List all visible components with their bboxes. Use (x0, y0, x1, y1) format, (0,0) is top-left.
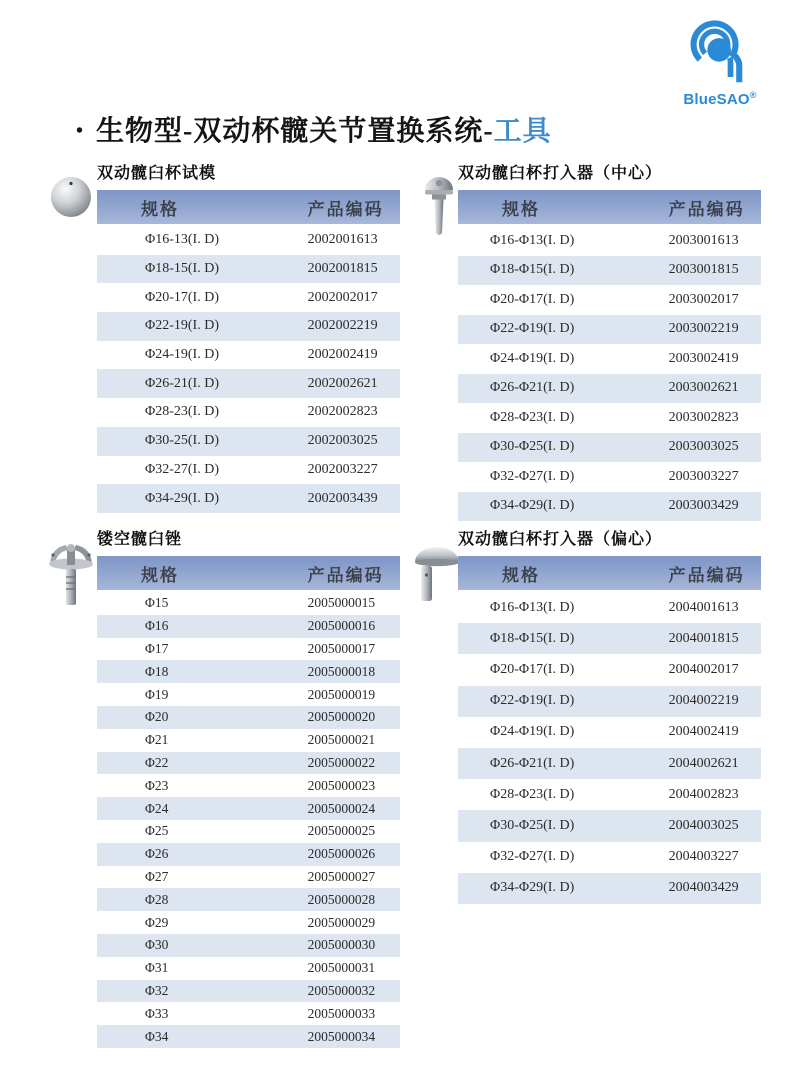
spec-cell: Φ20-Φ17(I. D) (490, 291, 575, 307)
table-row (97, 615, 400, 638)
code-cell: 2005000030 (307, 937, 376, 953)
code-cell: 2005000015 (307, 595, 376, 611)
spec-cell: Φ30-25(I. D) (145, 433, 219, 449)
table-header (458, 190, 761, 225)
code-cell: 2004002823 (668, 786, 739, 802)
column-header-code: 产品编码 (667, 190, 761, 225)
spec-cell: Φ18-15(I. D) (145, 261, 219, 277)
code-cell: 2005000024 (307, 800, 376, 816)
code-cell: 2005000018 (307, 663, 376, 679)
spec-cell: Φ33 (145, 1005, 169, 1021)
table-row (97, 638, 400, 661)
spec-cell: Φ26-Φ21(I. D) (490, 380, 575, 396)
spec-cell: Φ17 (145, 640, 169, 656)
table-row (458, 492, 761, 522)
code-cell: 2003001815 (668, 262, 739, 278)
spec-cell: Φ24-Φ19(I. D) (490, 724, 575, 740)
spec-cell: Φ19 (145, 686, 169, 702)
code-cell: 2005000019 (307, 686, 376, 702)
code-cell: 2004002219 (668, 693, 739, 709)
code-cell: 2005000028 (307, 891, 376, 907)
table-row (458, 374, 761, 404)
code-cell: 2003003025 (668, 439, 739, 455)
table-row (97, 312, 400, 341)
spec-cell: Φ26-Φ21(I. D) (490, 755, 575, 771)
table-hollow-reamer (97, 556, 400, 1048)
table-row (458, 344, 761, 374)
bluesao-logo (674, 14, 766, 107)
table-title-impactor-offset: 双动髋臼杯打入器（偏心） (458, 531, 663, 548)
table-row (97, 957, 400, 980)
column-header-spec: 规格 (458, 190, 667, 225)
table-body (458, 591, 761, 904)
code-cell: 2003003227 (668, 468, 739, 484)
column-header-code: 产品编码 (306, 556, 400, 591)
table-row (458, 256, 761, 286)
table-row (458, 315, 761, 345)
table-row (458, 403, 761, 433)
spec-cell: Φ20 (145, 709, 169, 725)
spec-cell: Φ27 (145, 868, 169, 884)
spec-cell: Φ23 (145, 777, 169, 793)
spec-cell: Φ30-Φ25(I. D) (490, 817, 575, 833)
table-row (97, 427, 400, 456)
code-cell: 2002001613 (307, 232, 378, 248)
table-header (97, 556, 400, 591)
table-row (97, 866, 400, 889)
code-cell: 2005000027 (307, 868, 376, 884)
spec-cell: Φ20-Φ17(I. D) (490, 661, 575, 677)
spec-cell: Φ28-23(I. D) (145, 404, 219, 420)
table-header (458, 556, 761, 591)
spec-cell: Φ16-13(I. D) (145, 232, 219, 248)
table-row (97, 456, 400, 485)
title-main: 生物型-双动杯髋关节置换系统- (96, 115, 494, 147)
code-cell: 2004002621 (668, 755, 739, 771)
code-cell: 2003002419 (668, 350, 739, 366)
table-row (458, 462, 761, 492)
code-cell: 2005000029 (307, 914, 376, 930)
spec-cell: Φ34-29(I. D) (145, 490, 219, 506)
table-body (97, 225, 400, 513)
spec-cell: Φ26 (145, 846, 169, 862)
logo-text (674, 91, 766, 107)
sphere-trial-icon (50, 176, 92, 218)
code-cell: 2004002017 (668, 661, 739, 677)
table-row (458, 717, 761, 748)
code-cell: 2003002017 (668, 291, 739, 307)
section-hollow-reamer (97, 526, 400, 1048)
column-header-code: 产品编码 (306, 190, 400, 225)
table-cup-trial (97, 190, 400, 513)
code-cell: 2003003429 (668, 498, 739, 514)
code-cell: 2004001613 (668, 599, 739, 615)
code-cell: 2002002621 (307, 375, 378, 391)
table-row (97, 706, 400, 729)
code-cell: 2005000031 (307, 960, 376, 976)
spec-cell: Φ32-Φ27(I. D) (490, 468, 575, 484)
spec-cell: Φ18 (145, 663, 169, 679)
spec-cell: Φ32-Φ27(I. D) (490, 849, 575, 865)
spec-cell: Φ20-17(I. D) (145, 289, 219, 305)
code-cell: 2002003439 (307, 490, 378, 506)
title-bullet: • (76, 119, 85, 142)
spec-cell: Φ21 (145, 732, 169, 748)
table-row (97, 820, 400, 843)
code-cell: 2002002823 (307, 404, 378, 420)
spec-cell: Φ16-Φ13(I. D) (490, 599, 575, 615)
spec-cell: Φ30 (145, 937, 169, 953)
spec-cell: Φ26-21(I. D) (145, 375, 219, 391)
hip-joint-logo-icon (687, 14, 753, 84)
table-impactor-center (458, 190, 761, 521)
spec-cell: Φ31 (145, 960, 169, 976)
spec-cell: Φ22-Φ19(I. D) (490, 693, 575, 709)
code-cell: 2003001613 (668, 232, 739, 248)
title-accent: 工具 (493, 115, 552, 147)
code-cell: 2005000016 (307, 618, 376, 634)
table-row (97, 660, 400, 683)
table-row (97, 980, 400, 1003)
column-header-spec: 规格 (458, 556, 667, 591)
impactor-center-icon (421, 175, 457, 241)
spec-cell: Φ24 (145, 800, 169, 816)
table-row (458, 623, 761, 654)
code-cell: 2002003227 (307, 461, 378, 477)
spec-cell: Φ25 (145, 823, 169, 839)
code-cell: 2005000025 (307, 823, 376, 839)
product-image-impactor-center (421, 175, 457, 246)
table-row (458, 285, 761, 315)
code-cell: 2004002419 (668, 724, 739, 740)
section-cup-trial (97, 160, 400, 513)
table-row (458, 591, 761, 623)
spec-cell: Φ28-Φ23(I. D) (490, 409, 575, 425)
table-header (97, 190, 400, 225)
table-row (97, 797, 400, 820)
table-body (97, 591, 400, 1048)
table-impactor-offset (458, 556, 761, 904)
code-cell: 2002002419 (307, 347, 378, 363)
code-cell: 2005000021 (307, 732, 376, 748)
table-row (97, 843, 400, 866)
table-row (458, 779, 761, 810)
table-title-cup-trial: 双动髋臼杯试模 (97, 165, 217, 182)
table-row (97, 484, 400, 513)
table-row (97, 752, 400, 775)
table-title-hollow-reamer: 镂空髋臼锉 (97, 531, 183, 548)
table-row (97, 283, 400, 312)
table-row (97, 934, 400, 957)
table-row (97, 369, 400, 398)
code-cell: 2005000026 (307, 846, 376, 862)
registered-mark: ® (749, 90, 757, 100)
table-row (458, 842, 761, 873)
spec-cell: Φ16 (145, 618, 169, 634)
table-row (97, 255, 400, 284)
code-cell: 2003002621 (668, 380, 739, 396)
spec-cell: Φ15 (145, 595, 169, 611)
product-image-reamer (45, 541, 97, 616)
spec-cell: Φ24-19(I. D) (145, 347, 219, 363)
code-cell: 2005000034 (307, 1028, 376, 1044)
section-impactor-center (458, 160, 761, 521)
product-image-impactor-offset (412, 543, 462, 612)
code-cell: 2005000017 (307, 640, 376, 656)
reamer-icon (45, 541, 97, 611)
code-cell: 2005000020 (307, 709, 376, 725)
spec-cell: Φ22-19(I. D) (145, 318, 219, 334)
code-cell: 2005000022 (307, 754, 376, 770)
page-title (76, 109, 552, 149)
table-row (458, 748, 761, 779)
table-row (97, 888, 400, 911)
code-cell: 2004003227 (668, 849, 739, 865)
table-row (458, 433, 761, 463)
spec-cell: Φ22 (145, 754, 169, 770)
table-row (97, 911, 400, 934)
table-title-impactor-center: 双动髋臼杯打入器（中心） (458, 165, 663, 182)
code-cell: 2003002219 (668, 321, 739, 337)
spec-cell: Φ32 (145, 982, 169, 998)
spec-cell: Φ32-27(I. D) (145, 461, 219, 477)
table-row (97, 1025, 400, 1048)
table-row (458, 810, 761, 841)
table-row (97, 774, 400, 797)
spec-cell: Φ24-Φ19(I. D) (490, 350, 575, 366)
impactor-offset-icon (412, 543, 462, 607)
code-cell: 2002001815 (307, 261, 378, 277)
logo-wordmark: BlueSAO (683, 91, 750, 108)
table-row (97, 398, 400, 427)
code-cell: 2002003025 (307, 433, 378, 449)
code-cell: 2004001815 (668, 630, 739, 646)
spec-cell: Φ28-Φ23(I. D) (490, 786, 575, 802)
column-header-spec: 规格 (97, 556, 306, 591)
code-cell: 2005000023 (307, 777, 376, 793)
spec-cell: Φ18-Φ15(I. D) (490, 262, 575, 278)
table-row (97, 225, 400, 255)
column-header-code: 产品编码 (667, 556, 761, 591)
spec-cell: Φ34 (145, 1028, 169, 1044)
code-cell: 2002002017 (307, 289, 378, 305)
table-row (458, 686, 761, 717)
table-row (97, 591, 400, 615)
table-row (458, 654, 761, 685)
spec-cell: Φ34-Φ29(I. D) (490, 498, 575, 514)
code-cell: 2004003025 (668, 817, 739, 833)
product-image-cup-trial (50, 176, 92, 223)
table-row (458, 225, 761, 256)
spec-cell: Φ22-Φ19(I. D) (490, 321, 575, 337)
code-cell: 2005000032 (307, 982, 376, 998)
column-header-spec: 规格 (97, 190, 306, 225)
table-row (97, 341, 400, 370)
spec-cell: Φ16-Φ13(I. D) (490, 232, 575, 248)
code-cell: 2005000033 (307, 1005, 376, 1021)
spec-cell: Φ30-Φ25(I. D) (490, 439, 575, 455)
code-cell: 2002002219 (307, 318, 378, 334)
spec-cell: Φ28 (145, 891, 169, 907)
table-row (97, 1002, 400, 1025)
spec-cell: Φ34-Φ29(I. D) (490, 880, 575, 896)
spec-cell: Φ29 (145, 914, 169, 930)
table-row (458, 873, 761, 904)
code-cell: 2004003429 (668, 880, 739, 896)
table-body (458, 225, 761, 521)
code-cell: 2003002823 (668, 409, 739, 425)
spec-cell: Φ18-Φ15(I. D) (490, 630, 575, 646)
table-row (97, 729, 400, 752)
section-impactor-offset (458, 526, 761, 904)
table-row (97, 683, 400, 706)
